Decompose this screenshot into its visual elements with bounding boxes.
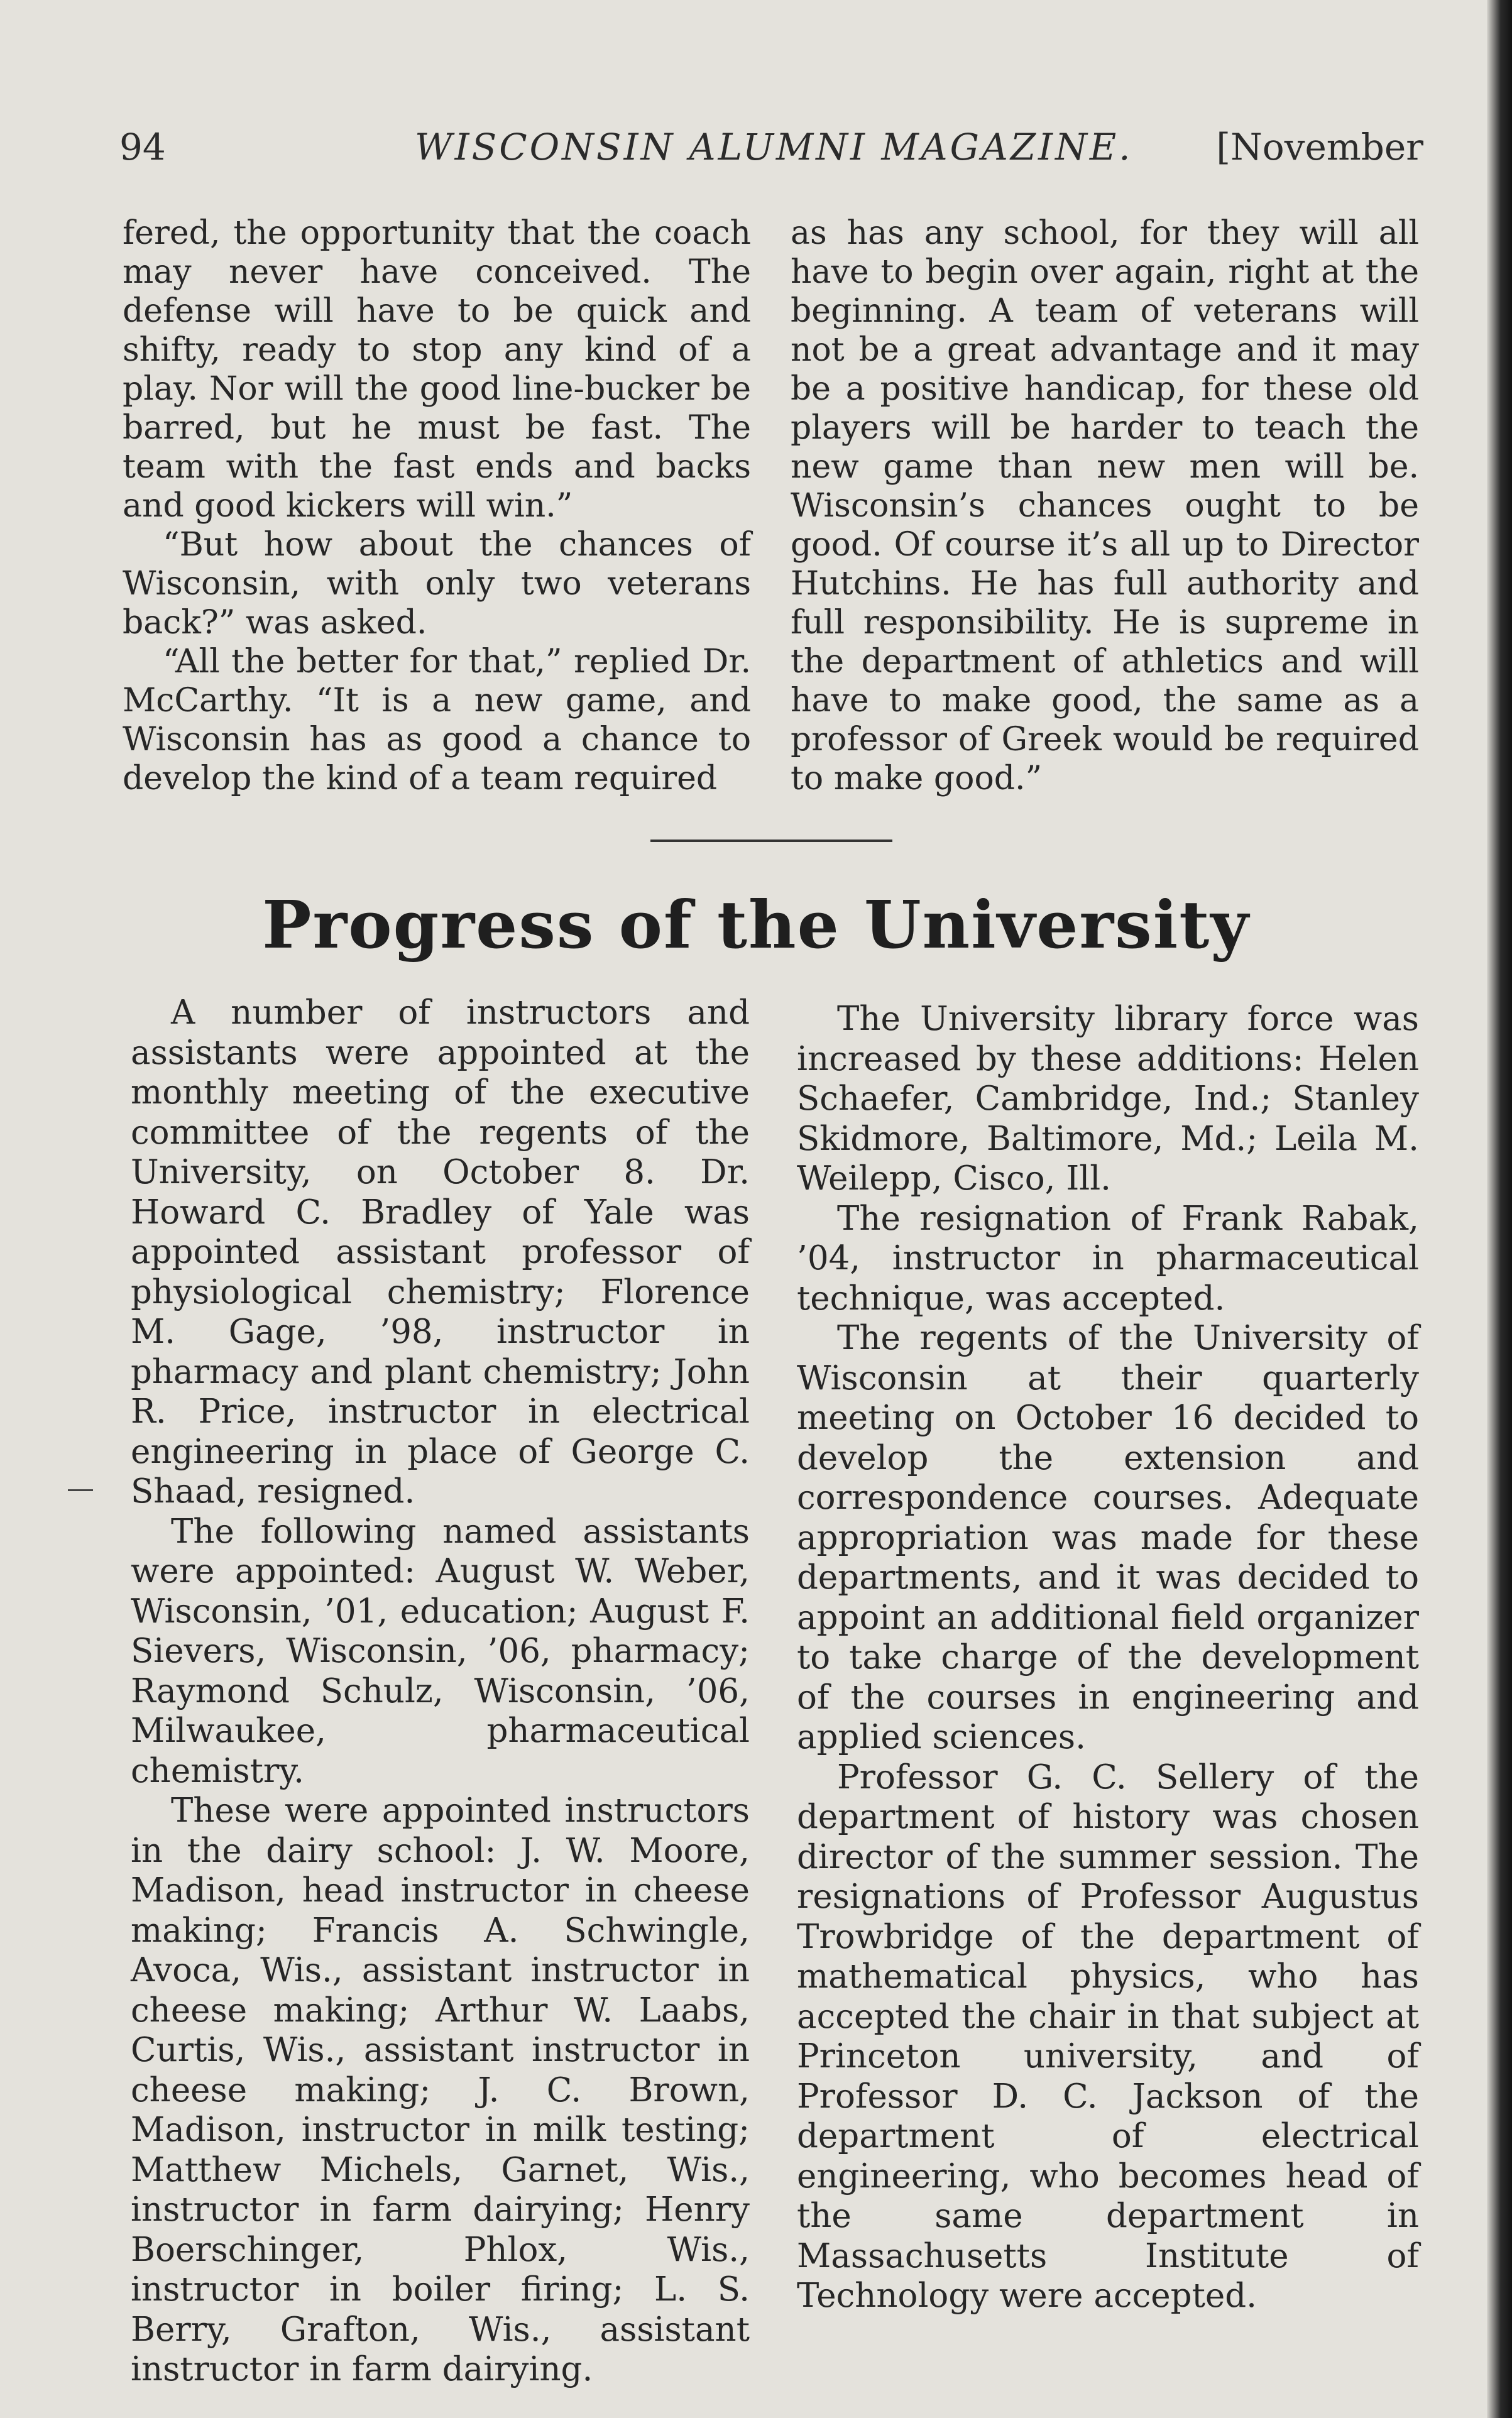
running-head [119, 126, 1423, 170]
issue-month: [November [1216, 126, 1423, 168]
section-divider [650, 840, 892, 842]
paragraph: fered, the opportunity that the coach may never have conceived. The defense will have to be quick and shifty, ready to stop any kind of a play. Nor will the good line-bucker be barred, but he must be fast. The team with the fast ends and backs and good kickers will win.” [123, 214, 751, 525]
paragraph: The following named assistants were appointed: August W. Weber, Wisconsin, ’01, education; August F. Sievers, Wisconsin, ’06, pharmacy; Raymond Schulz, Wisconsin, ’06, Milwaukee, pharmaceutical chemistry. [131, 1512, 750, 1790]
paragraph: The regents of the University of Wisconsin at their quarterly meeting on October 16 decided to develop the extension and correspondence courses. Adequate appropriation was made for these departments, and it was decided to appoint an additional field organizer to take charge of the development of the courses in engineering and applied sciences. [797, 1319, 1419, 1756]
section-title: Progress of the University [262, 886, 1250, 963]
margin-mark [68, 1489, 93, 1491]
paragraph: A number of instructors and assistants were appointed at the monthly meeting of the executive committee of the regents of the University, on October 8. Dr. Howard C. Bradley of Yale was appointed assistant professor of physiological chemistry; Florence M. Gage, ’98, instructor in pharmacy and plant chemistry; John R. Price, instructor in electrical engineering in place of George C. Shaad, resigned. [131, 993, 750, 1511]
magazine-title: WISCONSIN ALUMNI MAGAZINE. [415, 126, 1133, 168]
paragraph: “All the better for that,” replied Dr. McCarthy. “It is a new game, and Wisconsin has as good a chance to develop the kind of a team required [123, 643, 751, 797]
paragraph: as has any school, for they will all have to begin over again, right at the beginning. A team of veterans will not be a great advantage and it may be a positive handicap, for these old players will be harder to teach the new game than new men will be. Wisconsin’s chances ought to be good. Of course it’s all up to Director Hutchins. He has full authority and full responsibility. He is supreme in the department of athletics and will have to make good, the same as a professor of Greek would be required to make good.” [791, 214, 1419, 797]
section-left-column [131, 993, 750, 2390]
section-right-column [797, 999, 1419, 2316]
continued-article-left-column [123, 214, 751, 798]
paragraph: Professor G. C. Sellery of the department of history was chosen director of the summer session. The resignations of Professor Augustus Trowbridge of the department of mathematical physics, who has accepted the chair in that subject at Princeton university, and of Professor D. C. Jackson of the department of electrical engineering, who becomes head of the same department in Massachusetts Institute of Technology were accepted. [797, 1758, 1419, 2315]
paragraph: These were appointed instructors in the dairy school: J. W. Moore, Madison, head instructor in cheese making; Francis A. Schwingle, Avoca, Wis., assistant instructor in cheese making; Arthur W. Laabs, Curtis, Wis., assistant instructor in cheese making; J. C. Brown, Madison, instructor in milk testing; Matthew Michels, Garnet, Wis., instructor in farm dairying; Henry Boerschinger, Phlox, Wis., instructor in boiler firing; L. S. Berry, Grafton, Wis., assistant instructor in farm dairying. [131, 1792, 750, 2388]
paragraph: The University library force was increased by these additions: Helen Schaefer, Cambridge, Ind.; Stanley Skidmore, Baltimore, Md.; Leila M. Weilepp, Cisco, Ill. [797, 1000, 1419, 1198]
paragraph: “But how about the chances of Wisconsin, with only two veterans back?” was asked. [123, 526, 751, 642]
continued-article-right-column [791, 214, 1419, 798]
page-edge-shadow [1487, 0, 1512, 2418]
paragraph: The resignation of Frank Rabak, ’04, instructor in pharmaceutical technique, was accepted. [797, 1199, 1419, 1318]
page-number: 94 [119, 126, 166, 168]
